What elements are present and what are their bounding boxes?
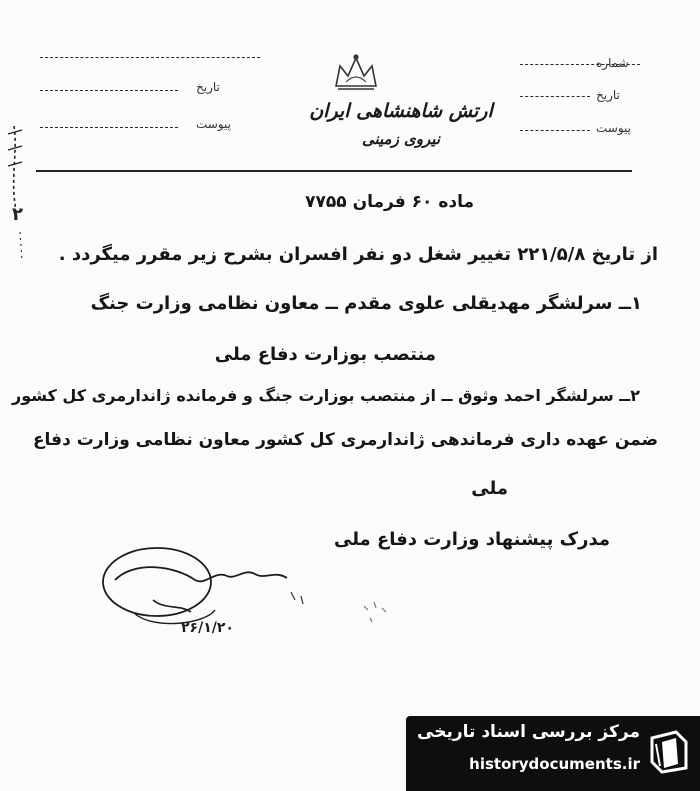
header-label-attachment: پیوست: [596, 121, 631, 135]
header-line-left-3: [40, 127, 178, 128]
header-line-right-2: [520, 96, 590, 97]
footer-archive-name: مرکز بررسی اسناد تاریخی: [417, 722, 640, 742]
header-label-number: شماره: [596, 56, 629, 70]
signature-date: ۲۶/۱/۲۰: [181, 620, 234, 636]
organization-name: ارتش شاهنشاهی ایران: [309, 100, 493, 122]
intro-line: از تاریخ ۲۲۱/۵/۸ تغییر شغل دو نفر افسران بشرح زیر مقرر میگردد .: [58, 244, 658, 265]
header-line-right-3: [520, 130, 590, 131]
basis-line: مدرک پیشنهاد وزارت دفاع ملی: [333, 529, 610, 550]
margin-handwriting: [0, 120, 40, 270]
margin-note: ۲: [12, 204, 23, 225]
header-line-left-2: [40, 90, 178, 91]
item1-line1: ۱ــ سرلشگر مهدیقلی علوی مقدم ــ معاون نظامی وزارت جنگ: [90, 293, 642, 314]
header-label-left-attachment: پیوست: [196, 117, 231, 131]
item1-line2: منتصب بوزارت دفاع ملی: [214, 344, 436, 365]
crown-emblem-icon: [332, 52, 380, 92]
footer-website: historydocuments.ir: [469, 755, 640, 773]
faint-marks: [360, 596, 400, 626]
item2-line1: ۲ــ سرلشگر احمد وثوق ــ از منتصب بوزارت جنگ و فرمانده ژاندارمری کل کشور: [12, 386, 640, 405]
archive-watermark: [406, 716, 700, 791]
header-divider: [36, 170, 632, 172]
header-label-date: تاریخ: [596, 88, 620, 102]
letterhead: [276, 100, 526, 148]
handwritten-signature: [95, 540, 325, 640]
header-line-left-1: [40, 57, 260, 58]
branch-name: نیروی زمینی: [361, 130, 441, 148]
header-label-left-date: تاریخ: [196, 80, 220, 94]
article-line: ماده ۶۰ فرمان ۷۷۵۵: [305, 192, 474, 212]
item2-line3: ملی: [471, 478, 508, 499]
item2-line2: ضمن عهده داری فرماندهی ژاندارمری کل کشور معاون نظامی وزارت دفاع: [32, 430, 658, 450]
archive-logo-icon: [646, 728, 692, 774]
